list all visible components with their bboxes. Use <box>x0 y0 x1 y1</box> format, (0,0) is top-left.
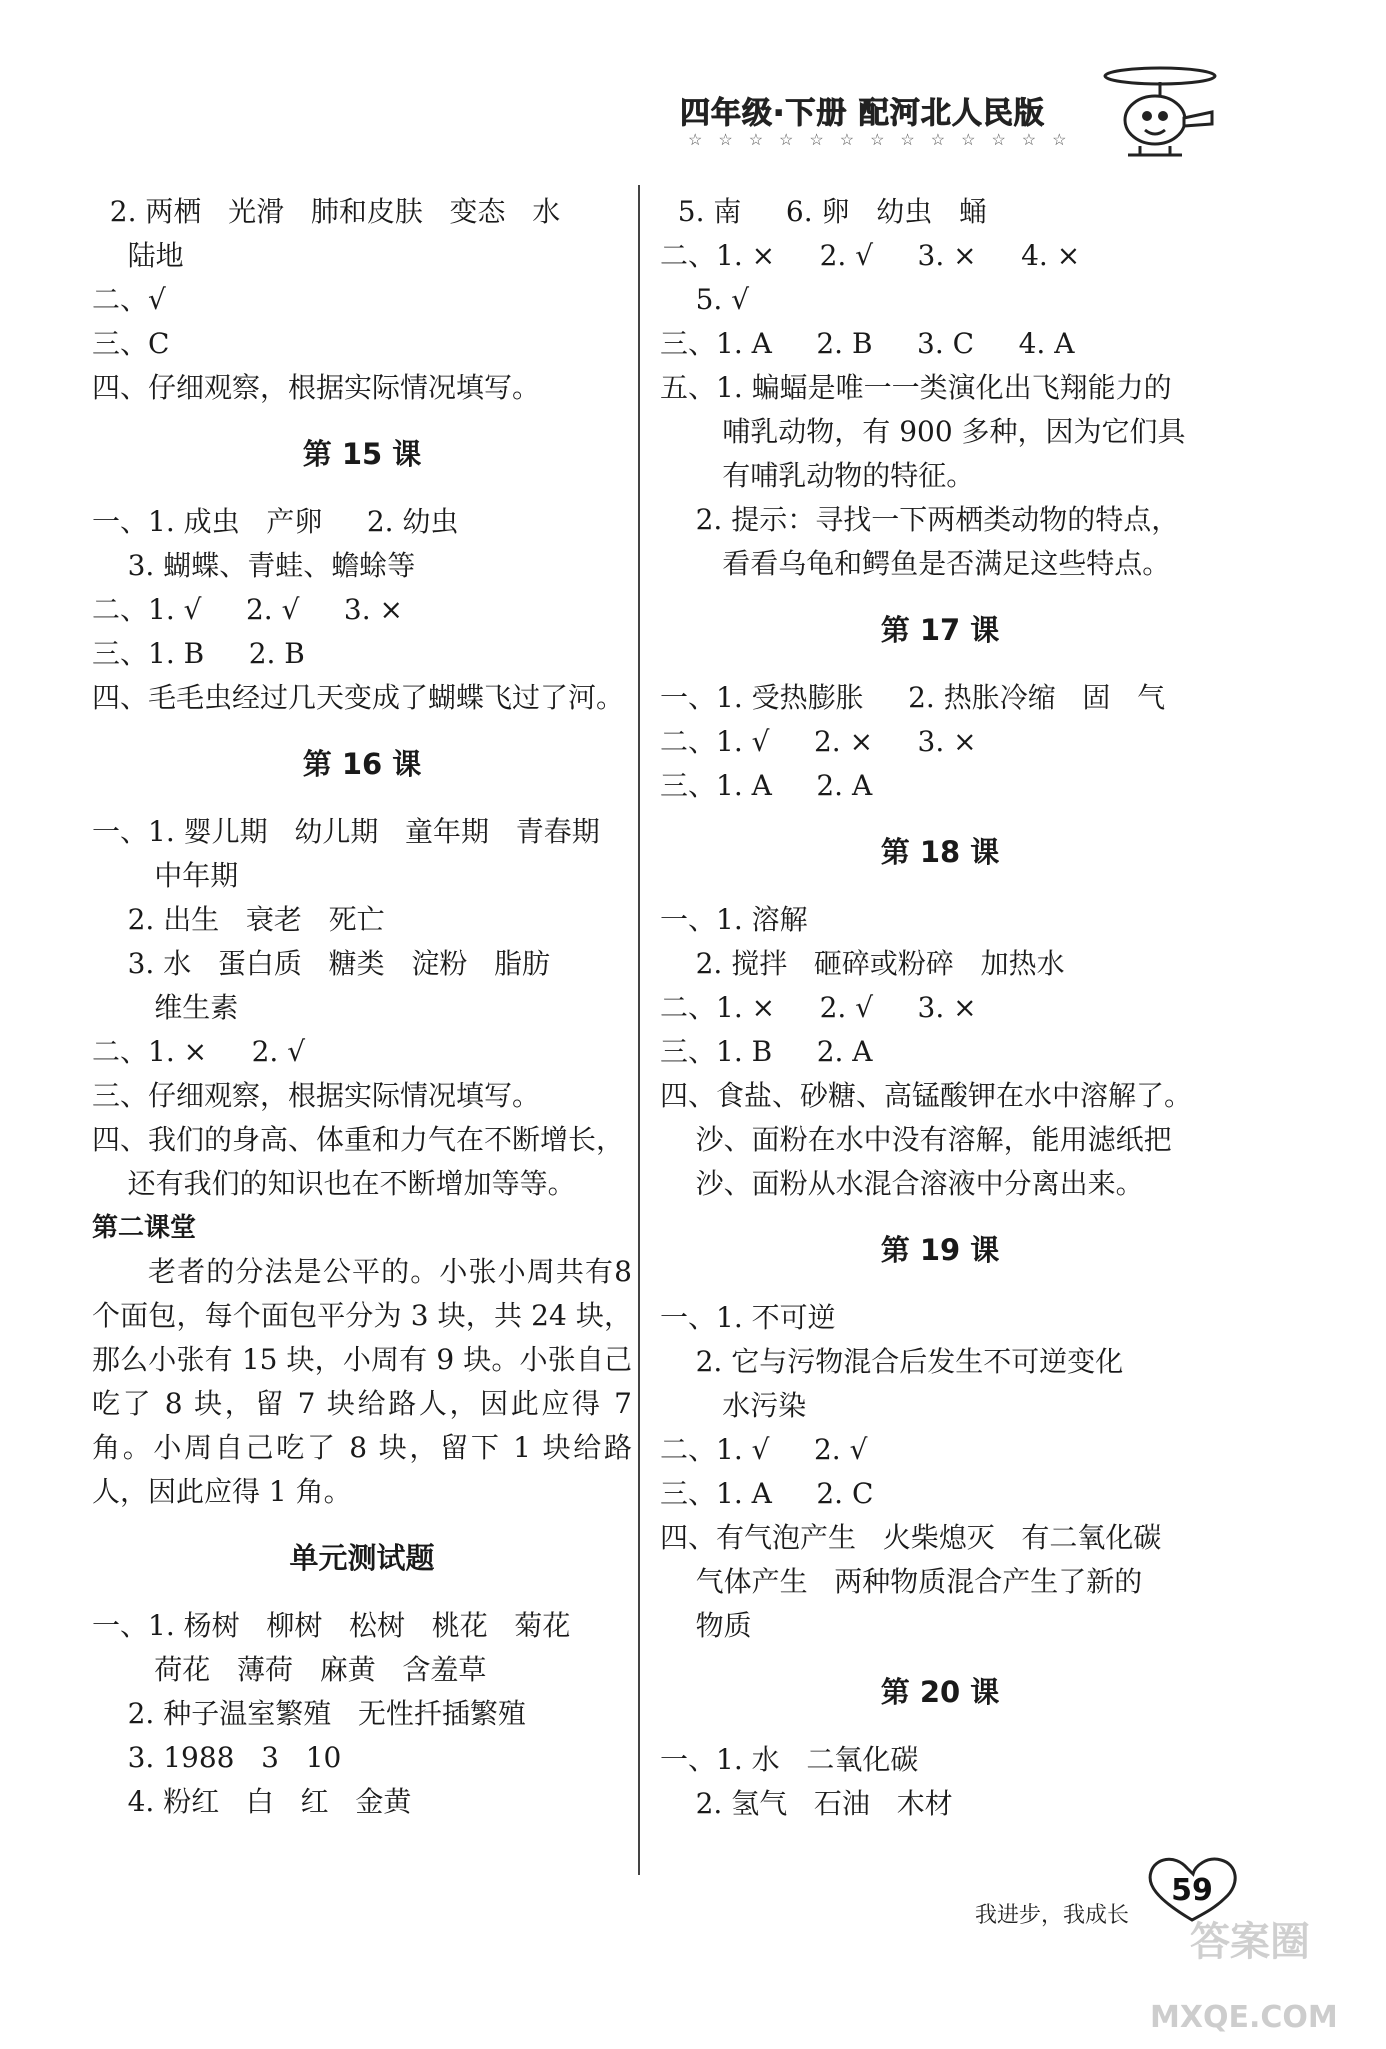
answer-line: 五、1. 蝙蝠是唯一一类演化出飞翔能力的 <box>660 371 1172 404</box>
answer-line: 四、食盐、砂糖、高锰酸钾在水中溶解了。 <box>660 1079 1193 1112</box>
answer-line: 二、1. × 2. √ 3. × <box>660 991 977 1024</box>
answer-line: 三、仔细观察，根据实际情况填写。 <box>92 1079 541 1112</box>
answer-line: 水污染 <box>660 1389 807 1422</box>
answer-line: 4. 粉红 白 红 金黄 <box>92 1785 412 1818</box>
watermark-url: MXQE.COM <box>1150 2000 1338 2035</box>
answer-line: 维生素 <box>92 991 239 1024</box>
second-class-paragraph: 老者的分法是公平的。小张小周共有8个面包，每个面包平分为 3 块，共 24 块，那么小张有 15 块，小周有 9 块。小张自己吃了 8 块，留 7 块给路人，因此应得 7 角。小周自己吃了 8 块，留下 1 块给路人，因此应得 1 角。 <box>92 1255 632 1508</box>
lesson-heading: 第 17 课 <box>880 613 1000 647</box>
answer-line: 3. 水 蛋白质 糖类 淀粉 脂肪 <box>92 947 551 980</box>
answer-line: 沙、面粉从水混合溶液中分离出来。 <box>660 1167 1144 1200</box>
answer-line: 2. 它与污物混合后发生不可逆变化 <box>660 1345 1124 1378</box>
answer-line: 看看乌龟和鳄鱼是否满足这些特点。 <box>660 547 1171 580</box>
answer-line: 2. 种子温室繁殖 无性扦插繁殖 <box>92 1697 526 1730</box>
page-header <box>680 70 1300 160</box>
answer-line: 四、我们的身高、体重和力气在不断增长， <box>92 1123 625 1156</box>
answer-line: 二、1. × 2. √ 3. × 4. × <box>660 239 1081 272</box>
answer-line: 荷花 薄荷 麻黄 含羞草 <box>92 1653 487 1686</box>
answer-line: 二、1. √ 2. √ 3. × <box>92 593 403 626</box>
column-divider <box>638 185 640 1875</box>
answer-line: 5. √ <box>660 283 750 316</box>
answer-line: 二、1. √ 2. √ <box>660 1433 868 1466</box>
answer-line: 3. 蝴蝶、青蛙、蟾蜍等 <box>92 549 416 582</box>
answer-line: 三、C <box>92 327 170 360</box>
header-stars: ☆☆☆☆☆☆☆☆☆☆☆☆☆ <box>688 130 1083 149</box>
answer-line: 二、√ <box>92 283 166 316</box>
watermark-logo: 答案圈 <box>1190 1919 1310 1965</box>
answer-line: 四、毛毛虫经过几天变成了蝴蝶飞过了河。 <box>92 681 625 714</box>
page-number: 59 <box>1171 1872 1213 1908</box>
answer-line: 有哺乳动物的特征。 <box>660 459 975 492</box>
answer-line: 2. 氢气 石油 木材 <box>660 1787 953 1820</box>
answer-line: 二、1. √ 2. × 3. × <box>660 725 977 758</box>
answer-line: 四、仔细观察，根据实际情况填写。 <box>92 371 541 404</box>
lesson-heading: 第 16 课 <box>302 747 422 781</box>
answer-line: 一、1. 受热膨胀 2. 热胀冷缩 固 气 <box>660 681 1166 714</box>
answer-line: 2. 出生 衰老 死亡 <box>92 903 385 936</box>
footer-slogan: 我进步，我成长 <box>975 1903 1130 1928</box>
answer-line: 沙、面粉在水中没有溶解，能用滤纸把 <box>660 1123 1172 1156</box>
lesson-heading: 第 18 课 <box>880 835 1000 869</box>
answer-line: 一、1. 杨树 柳树 松树 桃花 菊花 <box>92 1609 571 1642</box>
answer-line: 还有我们的知识也在不断增加等等。 <box>92 1167 576 1200</box>
answer-line: 物质 <box>660 1609 752 1642</box>
answer-line: 5. 南 6. 卵 幼虫 蛹 <box>660 195 987 228</box>
answer-line: 二、1. × 2. √ <box>92 1035 306 1068</box>
answer-line: 四、有气泡产生 火柴熄灭 有二氧化碳 <box>660 1521 1162 1554</box>
unit-test-heading: 单元测试题 <box>289 1541 435 1575</box>
header-title: 四年级·下册 配河北人民版 <box>680 96 1045 131</box>
lesson-heading: 第 19 课 <box>880 1233 1000 1267</box>
answer-line: 三、1. B 2. A <box>660 1035 873 1068</box>
right-column <box>660 190 1220 1826</box>
answer-line: 2. 搅拌 砸碎或粉碎 加热水 <box>660 947 1065 980</box>
answer-line: 一、1. 不可逆 <box>660 1301 836 1334</box>
answer-line: 一、1. 成虫 产卵 2. 幼虫 <box>92 505 459 538</box>
answer-line: 2. 两栖 光滑 肺和皮肤 变态 水 <box>92 195 561 228</box>
answer-line: 三、1. A 2. C <box>660 1477 874 1510</box>
helicopter-mascot-icon <box>1100 62 1220 162</box>
left-column <box>92 190 632 1824</box>
second-class-heading: 第二课堂 <box>92 1213 197 1243</box>
answer-line: 一、1. 婴儿期 幼儿期 童年期 青春期 <box>92 815 600 848</box>
answer-line: 三、1. A 2. A <box>660 769 873 802</box>
lesson-heading: 第 20 课 <box>880 1675 1000 1709</box>
answer-line: 3. 1988 3 10 <box>92 1741 342 1774</box>
answer-line: 2. 提示：寻找一下两栖类动物的特点， <box>660 503 1180 536</box>
answer-line: 气体产生 两种物质混合产生了新的 <box>660 1565 1143 1598</box>
answer-line: 中年期 <box>92 859 239 892</box>
lesson-heading: 第 15 课 <box>302 437 422 471</box>
answer-line: 三、1. B 2. B <box>92 637 305 670</box>
answer-line: 陆地 <box>92 239 184 272</box>
answer-line: 一、1. 溶解 <box>660 903 808 936</box>
answer-line: 一、1. 水 二氧化碳 <box>660 1743 919 1776</box>
answer-line: 三、1. A 2. B 3. C 4. A <box>660 327 1075 360</box>
answer-line: 哺乳动物，有 900 多种，因为它们具 <box>660 415 1186 448</box>
